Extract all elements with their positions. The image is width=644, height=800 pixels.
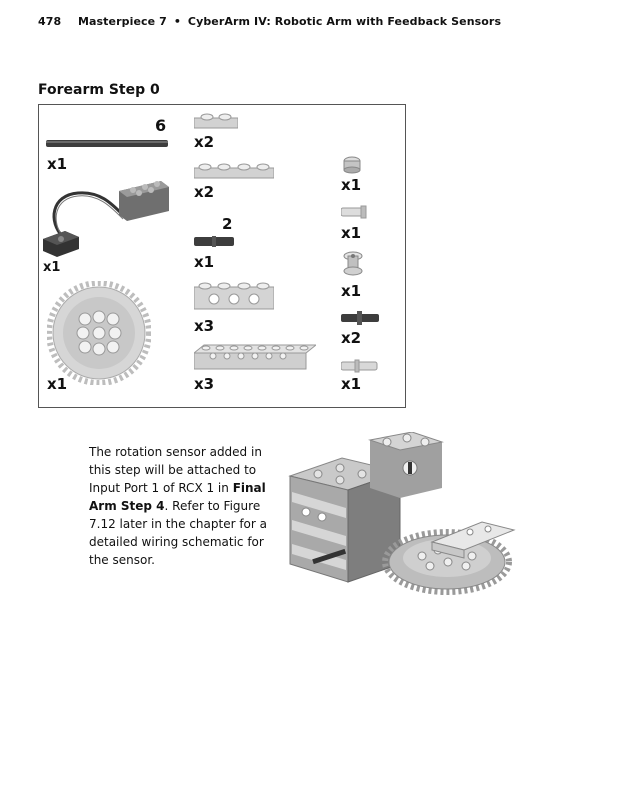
half-pin-quantity: x1 (341, 375, 362, 393)
chapter-title: CyberArm IV: Robotic Arm with Feedback Sensors (187, 15, 502, 28)
parts-list-box (38, 104, 406, 408)
beam-quantity: x3 (194, 317, 215, 335)
book-title: Masterpiece 7 (77, 15, 167, 28)
plate-1x4-image (194, 160, 274, 180)
axle-length-label: 6 (155, 116, 167, 135)
body-text-2: . Refer to Figure 7.12 later in the chapter for a detailed wiring schematic for the sensor. (89, 499, 267, 567)
sensor-quantity: x1 (43, 260, 61, 275)
body-paragraph (89, 443, 267, 569)
half-pin-image (341, 359, 379, 373)
body-text-1: The rotation sensor added in this step will be attached to Input Port 1 of RCX 1 in (89, 445, 262, 495)
pulley-image (343, 251, 363, 277)
header-separator: • (173, 15, 181, 28)
friction-pin-image (341, 205, 367, 219)
plate-2x8-image (194, 343, 316, 373)
assembled-forearm-image (282, 432, 522, 607)
bush-image (341, 155, 363, 175)
page-number: 478 (38, 15, 62, 28)
axle-quantity: x1 (47, 155, 68, 173)
body-text-bold: Final Arm Step 4 (89, 481, 266, 513)
connector-quantity: x1 (194, 253, 215, 271)
rotation-sensor-image (43, 177, 171, 257)
beam-1x4-image (194, 281, 274, 311)
gear-40-image (47, 281, 151, 385)
pin-quantity: x1 (341, 224, 362, 242)
axle-pin-quantity: x2 (341, 329, 362, 347)
plate-1x2-quantity: x2 (194, 133, 215, 151)
plate-1x2-image (194, 110, 238, 130)
pulley-quantity: x1 (341, 282, 362, 300)
connector-length-label: 2 (222, 215, 233, 233)
gear-quantity: x1 (47, 375, 68, 393)
section-title: Forearm Step 0 (38, 82, 160, 98)
plate-2x8-quantity: x3 (194, 375, 215, 393)
axle-pin-image (341, 311, 381, 325)
connector-axle-2-image (194, 236, 234, 248)
axle-6-image (46, 138, 168, 150)
bush-quantity: x1 (341, 176, 362, 194)
running-header (38, 15, 501, 28)
plate-1x4-quantity: x2 (194, 183, 215, 201)
